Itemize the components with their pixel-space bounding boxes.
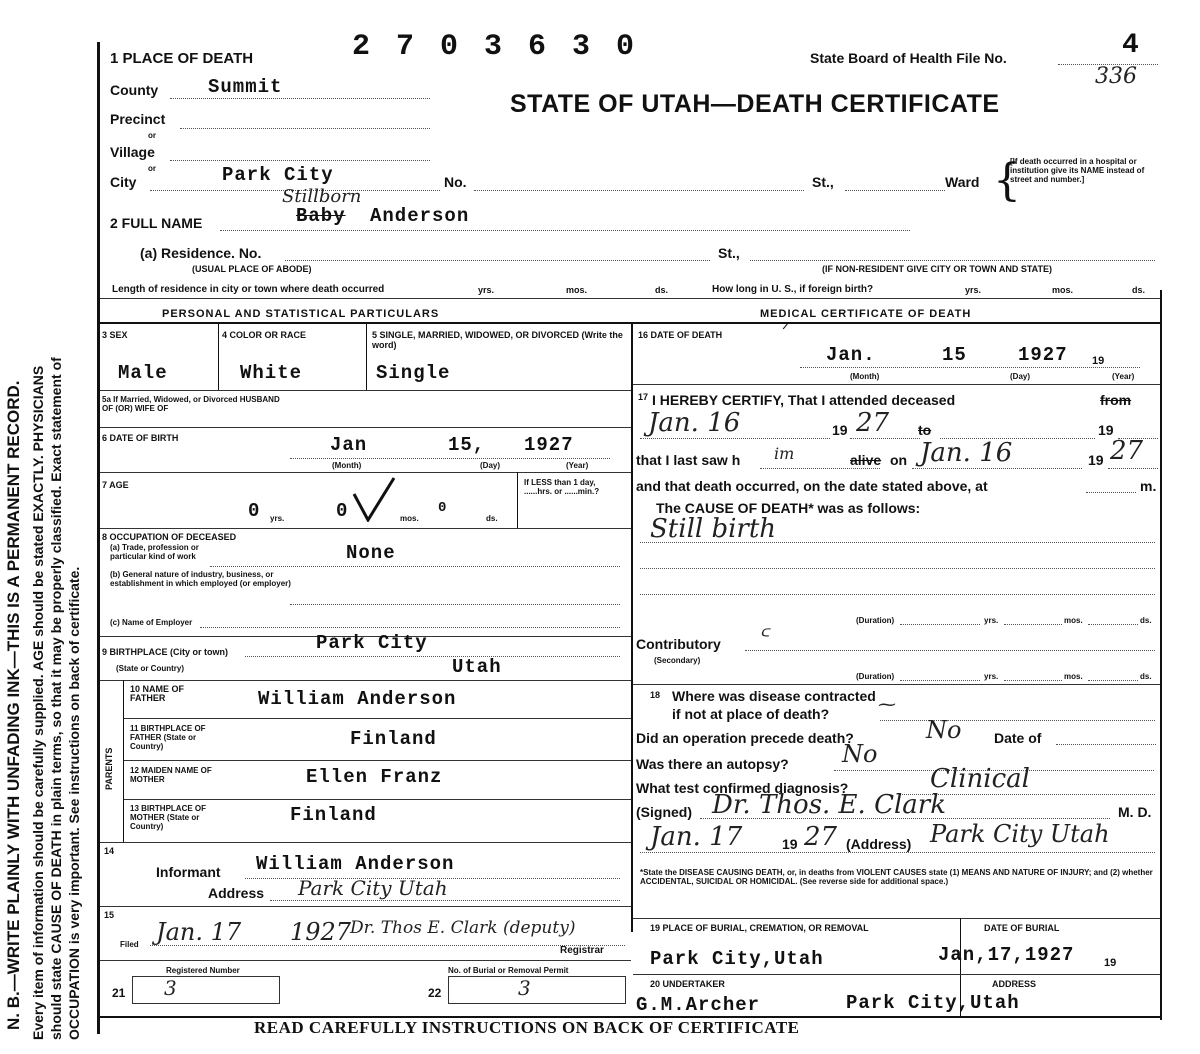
filed-date: Jan. 17 — [156, 918, 242, 946]
cause-of-death-label: The CAUSE OF DEATH* was as follows: — [656, 500, 921, 516]
autopsy-label: Was there an autopsy? — [636, 756, 789, 772]
burial-date-suffix: 19 — [1104, 957, 1117, 969]
less-than-day-label: If LESS than 1 day, ......hrs. or ......min.? — [524, 478, 600, 496]
signed-date: Jan. 17 — [650, 822, 743, 852]
us-yrs: yrs. — [965, 285, 982, 295]
age-ds-caption: ds. — [486, 514, 498, 523]
footer-instructions: READ CAREFULLY INSTRUCTIONS ON BACK OF CERTIFICATE — [254, 1018, 800, 1037]
mother-birthplace-label: 13 BIRTHPLACE OF MOTHER (State or Country) — [130, 804, 207, 831]
dod-tick: ᐟ — [782, 322, 789, 339]
undertaker-address-value: Park City,Utah — [846, 992, 1020, 1014]
operation-label: Did an operation precede death? — [636, 730, 854, 746]
informant-label: Informant — [156, 864, 221, 880]
file-no-label: State Board of Health File No. — [810, 50, 1007, 66]
column-divider — [631, 322, 633, 932]
dob-label: 6 DATE OF BIRTH — [102, 433, 179, 443]
not-at-place-mark: ⁓ — [878, 694, 896, 715]
undertaker-label: 20 UNDERTAKER — [650, 979, 725, 989]
reg-21-box — [132, 976, 280, 1004]
mother-name-value: Ellen Franz — [306, 766, 443, 788]
birth-state-label: (State or Country) — [116, 664, 184, 673]
burial-date-value: Jan,17,1927 — [938, 944, 1075, 966]
test-diagnosis-label: What test confirmed diagnosis? — [636, 780, 849, 796]
filed-year: 1927 — [290, 918, 352, 946]
dod-suffix: 19 — [1092, 355, 1105, 367]
signed-year: 27 — [804, 822, 838, 852]
on-label: on — [890, 452, 908, 468]
signed-year-prefix: 19 — [782, 836, 798, 852]
md-label: M. D. — [1118, 804, 1152, 820]
dob-day: 15, — [448, 434, 486, 456]
age-ds-value: 0 — [438, 500, 448, 516]
informant-value: William Anderson — [256, 853, 455, 875]
last-saw-date: Jan. 16 — [920, 438, 1013, 468]
duration-label-2: (Duration) — [856, 672, 895, 681]
secondary-label: (Secondary) — [654, 656, 701, 665]
sex-value: Male — [118, 362, 168, 384]
occupation-value: None — [346, 542, 396, 564]
residence-label: (a) Residence. No. — [140, 245, 262, 261]
village-label: Village — [110, 144, 155, 160]
mother-birthplace-value: Finland — [290, 804, 377, 826]
duration-ds-1: ds. — [1140, 616, 1152, 625]
informant-number: 14 — [104, 846, 115, 856]
last-saw-word: im — [774, 444, 795, 463]
file-no-handwritten: 336 — [1095, 64, 1137, 89]
us-mos: mos. — [1052, 285, 1074, 295]
dob-year-caption: (Year) — [566, 461, 589, 470]
death-occurred-label: and that death occurred, on the date stated above, at — [636, 478, 988, 494]
age-mos-caption: mos. — [400, 514, 419, 523]
county-label: County — [110, 82, 159, 98]
to-label-struck: to — [918, 422, 932, 438]
or-label-1: or — [148, 131, 156, 140]
autopsy-value: No — [842, 740, 878, 768]
ward-label: Ward — [945, 174, 980, 190]
attended-from-date: Jan. 16 — [648, 408, 741, 438]
filed-label: Filed — [120, 940, 139, 949]
from-year: 27 — [856, 408, 890, 438]
full-name-struck: Baby — [296, 205, 346, 227]
occupation-a-label: (a) Trade, profession or particular kind of work — [110, 543, 199, 561]
informant-address-value: Park City Utah — [298, 876, 448, 900]
dod-year: 1927 — [1018, 344, 1068, 366]
q18-number: 18 — [650, 690, 661, 700]
side-note-instructions-1: Every item of information should be carefully supplied. AGE should be stated EXACTLY. PHYSICIANS — [30, 365, 46, 1040]
race-label: 4 COLOR OR RACE — [222, 330, 307, 340]
undertaker-address-label: ADDRESS — [992, 979, 1037, 989]
birthplace-value: Park City — [316, 632, 428, 654]
to-year-prefix: 19 — [1098, 422, 1114, 438]
birth-state-value: Utah — [452, 656, 502, 678]
race-value: White — [240, 362, 303, 384]
precinct-label: Precinct — [110, 111, 166, 127]
side-note-instructions-2: should state CAUSE OF DEATH in plain terms, so that it may be properly classified. Exact statement of — [48, 357, 64, 1040]
or-label-2: or — [148, 164, 156, 173]
registrar-label: Registrar — [560, 945, 604, 956]
form-right-border — [1160, 290, 1162, 1020]
sex-label: 3 SEX — [102, 330, 128, 340]
form-left-border — [97, 42, 100, 1034]
father-birthplace-label: 11 BIRTHPLACE OF FATHER (State or Country) — [130, 724, 206, 751]
certify-label: I HEREBY CERTIFY, That I attended deceased — [652, 392, 956, 408]
burial-place-value: Park City,Utah — [650, 948, 824, 970]
signed-value: Dr. Thos. E. Clark — [712, 790, 946, 820]
residence-st-label: St., — [718, 245, 740, 261]
not-at-place-label: if not at place of death? — [672, 706, 830, 722]
mother-name-label: 12 MAIDEN NAME OF MOTHER — [130, 766, 212, 784]
father-birthplace-value: Finland — [350, 728, 437, 750]
signed-label: (Signed) — [636, 804, 692, 820]
age-yrs-value: 0 — [248, 500, 261, 522]
operation-date-label: Date of — [994, 730, 1042, 746]
reg-22-box — [448, 976, 626, 1004]
age-check-mark — [352, 476, 396, 527]
contributory-mark: ᒼ — [758, 624, 769, 648]
dob-year: 1927 — [524, 434, 574, 456]
dob-month-caption: (Month) — [332, 461, 362, 470]
side-note-permanent-record: N. B.—WRITE PLAINLY WITH UNFADING INK—THIS IS A PERMANENT RECORD. — [4, 380, 23, 1030]
medical-section-title: MEDICAL CERTIFICATE OF DEATH — [760, 308, 972, 320]
duration-label-1: (Duration) — [856, 616, 895, 625]
occupation-label: 8 OCCUPATION OF DECEASED — [102, 532, 237, 542]
how-long-in-us-label: How long in U. S., if foreign birth? — [712, 284, 874, 295]
burial-permit-label: No. of Burial or Removal Permit — [448, 966, 569, 975]
length-yrs: yrs. — [478, 285, 495, 295]
dod-day: 15 — [942, 344, 967, 366]
filed-number: 15 — [104, 910, 115, 920]
length-mos: mos. — [566, 285, 588, 295]
husband-wife-label: 5a If Married, Widowed, or Divorced HUSBAND OF (OR) WIFE OF — [102, 395, 280, 413]
duration-yrs-2: yrs. — [984, 672, 999, 681]
length-ds: ds. — [655, 285, 669, 295]
ward-bracket: { — [993, 155, 1021, 206]
age-mos-value: 0 — [336, 500, 349, 522]
certificate-stamp-number: 2 7 0 3 6 3 0 — [352, 30, 639, 64]
reg-22-label: 22 — [428, 986, 442, 1000]
personal-section-title: PERSONAL AND STATISTICAL PARTICULARS — [162, 308, 440, 320]
filed-signature: Dr. Thos E. Clark (deputy) — [350, 918, 576, 938]
nonresident-note: (IF NON-RESIDENT GIVE CITY OR TOWN AND STATE) — [822, 264, 1053, 274]
place-of-death-label: 1 PLACE OF DEATH — [110, 50, 254, 67]
stillborn-annotation: Stillborn — [282, 186, 362, 207]
age-yrs-caption: yrs. — [270, 514, 285, 523]
reg-22-value: 3 — [518, 976, 531, 1000]
street-label: St., — [812, 174, 834, 190]
duration-mos-1: mos. — [1064, 616, 1083, 625]
cause-of-death-value: Still birth — [650, 514, 777, 544]
physician-address-label: (Address) — [846, 836, 912, 852]
informant-address-label: Address — [208, 885, 265, 901]
duration-ds-2: ds. — [1140, 672, 1152, 681]
marital-label: 5 SINGLE, MARRIED, WIDOWED, OR DIVORCED (Write the word) — [372, 330, 623, 350]
registered-number-label: Registered Number — [166, 966, 240, 975]
full-name-label: 2 FULL NAME — [110, 215, 203, 231]
length-of-residence-label: Length of residence in city or town where death occurred — [112, 284, 385, 295]
reg-21-label: 21 — [112, 986, 126, 1000]
us-ds: ds. — [1132, 285, 1146, 295]
birthplace-label: 9 BIRTHPLACE (City or town) — [102, 647, 228, 657]
street-no-label: No. — [444, 174, 467, 190]
dod-month-caption: (Month) — [850, 372, 880, 381]
dod-day-caption: (Day) — [1010, 372, 1031, 381]
ward-note: [If death occurred in a hospital or institution give its NAME instead of street and number.] — [1010, 157, 1145, 184]
last-saw-year: 27 — [1110, 436, 1144, 466]
dod-month: Jan. — [826, 344, 876, 366]
undertaker-value: G.M.Archer — [636, 994, 761, 1016]
dob-day-caption: (Day) — [480, 461, 501, 470]
dod-label: 16 DATE OF DEATH — [638, 330, 723, 340]
employer-label: (c) Name of Employer — [110, 618, 193, 627]
last-saw-year-prefix: 19 — [1088, 452, 1104, 468]
father-name-value: William Anderson — [258, 688, 457, 710]
m-label: m. — [1140, 478, 1157, 494]
age-label: 7 AGE — [102, 480, 129, 490]
duration-yrs-1: yrs. — [984, 616, 999, 625]
dod-year-caption: (Year) — [1112, 372, 1135, 381]
from-year-prefix: 19 — [832, 422, 848, 438]
dob-month: Jan — [330, 434, 368, 456]
operation-value: No — [926, 716, 962, 744]
last-saw-label: that I last saw h — [636, 452, 741, 468]
certify-number: 17 — [638, 392, 649, 402]
burial-date-label: DATE OF BURIAL — [984, 923, 1060, 933]
side-note-instructions-3: OCCUPATION is very important. See instructions on back of certificate. — [66, 566, 82, 1040]
full-name-value: Anderson — [370, 205, 470, 227]
test-diagnosis-value: Clinical — [930, 764, 1030, 794]
occupation-b-label: (b) General nature of industry, business, or establishment in which employed (or employer) — [110, 570, 291, 588]
duration-mos-2: mos. — [1064, 672, 1083, 681]
reg-21-value: 3 — [164, 976, 177, 1000]
certificate-title: STATE OF UTAH—DEATH CERTIFICATE — [510, 90, 1000, 118]
burial-place-label: 19 PLACE OF BURIAL, CREMATION, OR REMOVAL — [650, 923, 869, 933]
disease-contracted-label: Where was disease contracted — [672, 688, 876, 704]
certify-from-struck: from — [1100, 392, 1132, 408]
father-name-label: 10 NAME OF FATHER — [130, 684, 185, 703]
cause-footnote: *State the DISEASE CAUSING DEATH, or, in deaths from VIOLENT CAUSES state (1) MEANS AND NATURE OF INJURY; and (2) whether ACCIDENTAL, SUICIDAL OR HOMICIDAL. (See reverse side for additional space.) — [640, 868, 1153, 886]
city-value: Park City — [222, 164, 334, 186]
alive-label-struck: alive — [850, 452, 882, 468]
marital-value: Single — [376, 362, 451, 384]
parents-label: PARENTS — [104, 747, 114, 790]
residence-sub-label: (USUAL PLACE OF ABODE) — [192, 264, 312, 274]
file-no-value: 4 — [1122, 30, 1140, 61]
city-label: City — [110, 174, 137, 190]
county-value: Summit — [208, 76, 283, 98]
physician-address-value: Park City Utah — [930, 820, 1110, 848]
contributory-label: Contributory — [636, 636, 721, 652]
